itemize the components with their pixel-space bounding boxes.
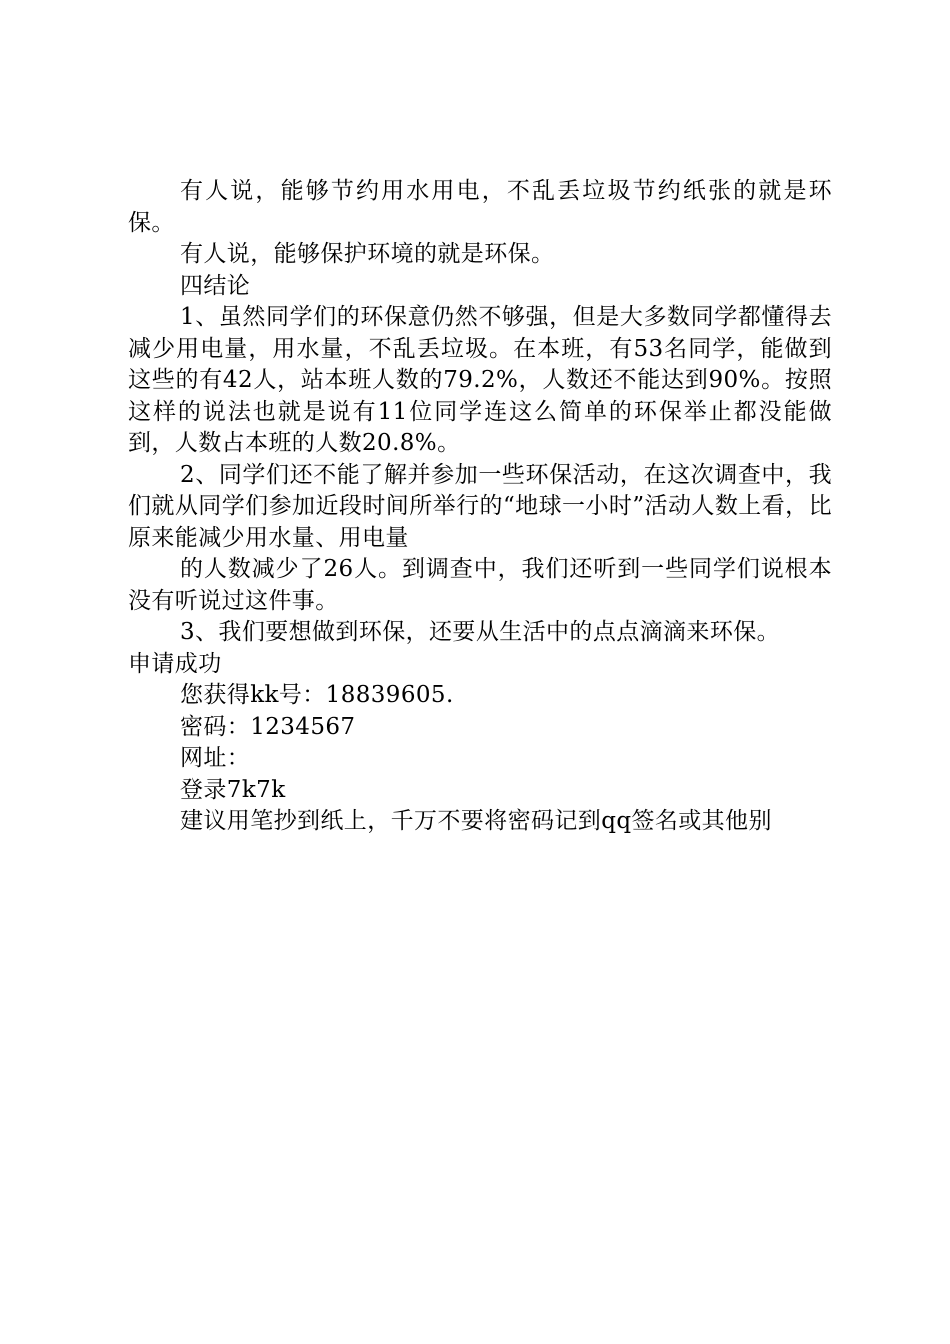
login-line: 登录7k7k <box>180 776 286 803</box>
section-heading-conclusion: 四结论 <box>180 272 251 299</box>
paragraph-environment-definition-1: 有人说，能够节约用水用电，不乱丢垃圾节约纸张的就是环保。 <box>128 178 832 236</box>
paragraph-conclusion-2-continued: 的人数减少了26人。到调查中，我们还听到一些同学们说根本没有听说过这件事。 <box>128 556 832 614</box>
website-line: 网址： <box>180 745 251 771</box>
paragraph-environment-definition-2: 有人说，能够保护环境的就是环保。 <box>180 241 555 267</box>
password-line: 密码：1234567 <box>180 713 356 740</box>
paragraph-conclusion-2: 2、同学们还不能了解并参加一些环保活动，在这次调查中，我们就从同学们参加近段时间所举行的“地球一小时”活动人数上看，比原来能减少用水量、用电量 <box>128 461 832 551</box>
account-number-line: 您获得kk号：18839605. <box>180 682 454 708</box>
advice-line: 建议用笔抄到纸上，千万不要将密码记到qq签名或其他别 <box>180 808 772 834</box>
document-body <box>128 176 832 838</box>
paragraph-conclusion-3: 3、我们要想做到环保，还要从生活中的点点滴滴来环保。 <box>180 619 781 645</box>
application-success-heading: 申请成功 <box>128 650 222 677</box>
paragraph-conclusion-1: 1、虽然同学们的环保意仍然不够强，但是大多数同学都懂得去减少用电量，用水量，不乱丢垃圾。在本班，有53名同学，能做到这些的有42人，站本班人数的79.2%，人数还不能达到90%。按照这样的说法也就是说有11位同学连这么简单的环保举止都没能做到，人数占本班的人数20.8%。 <box>128 304 832 456</box>
